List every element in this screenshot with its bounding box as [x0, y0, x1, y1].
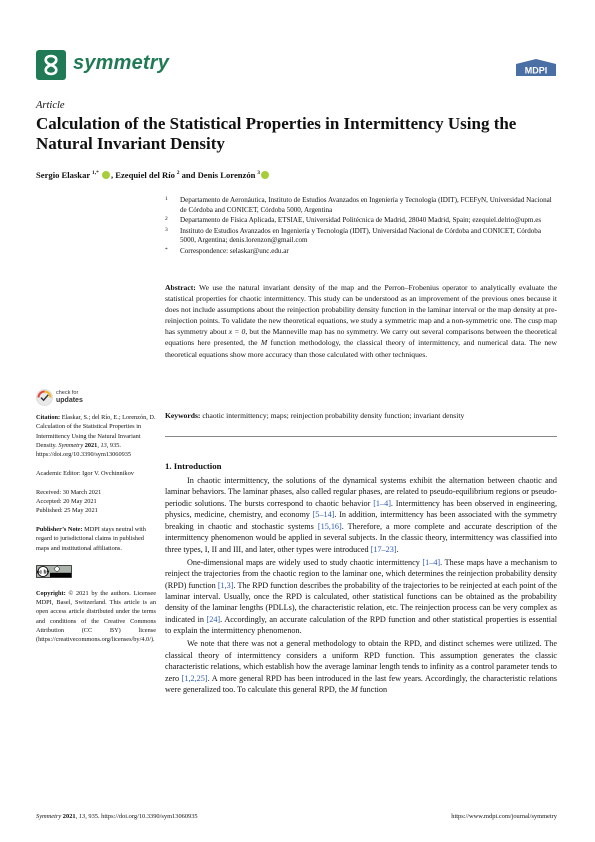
- paragraph-text: . Intermittency has been observed in engineering, physics, medicine, chemistry, and economy: [165, 498, 557, 520]
- correspondence-text[interactable]: Correspondence: selaskar@unc.edu.ar: [180, 246, 289, 255]
- citation-label: Citation:: [36, 414, 61, 421]
- accepted-date: Accepted: 20 May 2021: [36, 498, 97, 506]
- keywords-label: Keywords:: [165, 411, 201, 420]
- publisher-logo-icon: [514, 58, 558, 78]
- abstract-text: , but the Manneville map has no symmetry. We carry out several comparisons between the theoretical equations here presented, the: [165, 327, 557, 348]
- author-separator: and: [179, 170, 198, 180]
- citation-doi[interactable]: , 935. https://doi.org/10.3390/sym13060935: [36, 441, 132, 459]
- publisher-note-label: Publisher’s Note:: [36, 526, 83, 534]
- cc-by-license-icon[interactable]: [36, 565, 72, 578]
- author-separator: ,: [110, 170, 116, 180]
- keywords-text: chaotic intermittency; maps; reinjection probability density function; invariant density: [200, 411, 465, 420]
- footer-journal-url[interactable]: https://www.mdpi.com/journal/symmetry: [451, 813, 557, 820]
- copyright-text: © 2021 by the authors. Licensee MDPI, Basel, Switzerland. This article is an open access article distributed under the terms and conditions of the Creative Commons Attribution (CC BY) license (https://creativecommons.org/licenses/by/4.0/).: [36, 589, 156, 644]
- publisher-note: [36, 525, 156, 553]
- citation-reference-link[interactable]: [1–4]: [422, 557, 441, 567]
- footer-citation: [36, 813, 198, 820]
- publisher-name: MDPI: [524, 65, 548, 76]
- paragraph-text: . Accordingly, an accurate calculation of the RPD function and other statistical properties is essential to explain the intermittency phenomenon.: [165, 614, 557, 636]
- copyright-block: [36, 589, 156, 645]
- affiliation-number: 3: [165, 226, 168, 233]
- citation-text: Elaskar, S.; del Río, E.; Lorenzón, D. Calculation of the Statistical Properties in Intermittency Using the Natural Invariant Density.: [36, 414, 156, 449]
- affiliation-item: [165, 247, 557, 257]
- check-updates-icon: [36, 389, 53, 406]
- footer-doi[interactable]: , 935. https://doi.org/10.3390/sym13060935: [85, 813, 198, 820]
- cc-badge-text: cc by: [36, 568, 50, 575]
- author-affiliation-sup: 2: [176, 170, 180, 177]
- affiliation-text: Departamento de Aeronáutica, Instituto de Estudios Avanzados en Ingeniería y Tecnología (IDIT), FCEFyN, Universidad Nacional de Córdoba and CONICET, Córdoba 5000, Argentina: [180, 196, 552, 214]
- citation-reference-link[interactable]: [1–4]: [373, 498, 391, 508]
- paragraph: [165, 475, 557, 555]
- keywords: [165, 410, 557, 421]
- paragraph-text: . Therefore, a more complete and accurate description of the intermittency phenomenon would be applied in several subjects. In the classic theory, intermittency was classified into three types, I, II and III, and later, other types were introduced: [165, 521, 557, 554]
- inline-math: M: [350, 685, 358, 695]
- section-heading: 1. Introduction: [165, 461, 222, 471]
- paragraph-text: . These maps have a mechanism to reinject the trajectories from the chaotic region to the laminar one, which determines the reinjection probability density (RPD) function: [165, 557, 558, 590]
- paragraph-text: function: [357, 685, 388, 695]
- author-name[interactable]: Sergio Elaskar: [36, 170, 91, 180]
- editor-block: [36, 469, 156, 478]
- abstract-text: function methodology, the classical theory of intermittency, and numerical data. The new theoretical equations show more accuracy than those calculated with other techniques.: [165, 338, 557, 359]
- citation-reference-link[interactable]: [1,3]: [217, 580, 234, 590]
- abstract-text: We use the natural invariant density of the map and the Perron–Frobenius operator to analytically evaluate the statistical properties for chaotic intermittency. This study can be understood as an improvement of the previous ones because it does not include assumptions about the reinjection probability density function in the laminar interval or the map density at pre-reinjection points. To validate the new theoretical equations, we study a symmetric map and a non-symmetric one. The cusp map has symmetry about: [165, 283, 557, 337]
- affiliation-text: Instituto de Estudios Avanzados en Ingeniería y Tecnología (IDIT), Universidad Nacional de Córdoba and CONICET, Córdoba 5000, Argentina; denis.lorenzon@gmail.com: [180, 226, 541, 245]
- citation-reference-link[interactable]: [24]: [206, 614, 221, 624]
- footer-volume: , 13: [75, 813, 86, 820]
- citation-year: 2021: [83, 441, 98, 449]
- paragraph-text: In chaotic intermittency, the solutions of the dynamical systems exhibit the alternation between chaotic and laminar behaviors. The laminar phases, also called regular phases, are related to pseudo-equilibrium regions or pseudo-periodic solutions. The bursts correspond to chaotic behavior: [165, 476, 557, 508]
- check-updates-label: updates: [56, 397, 83, 404]
- paragraph-text: . A more general RPD has been introduced in the last few years. Accordingly, the characteristic relations were generalized too. To calculate this general RPD, the: [165, 673, 557, 695]
- section-divider: [165, 436, 557, 437]
- sidebar: [36, 413, 156, 654]
- footer-journal: Symmetry: [36, 813, 62, 820]
- copyright-label: Copyright:: [36, 589, 66, 597]
- author-name[interactable]: Ezequiel del Río: [115, 170, 175, 180]
- affiliation-item: [165, 216, 557, 226]
- affiliation-text: Departamento de Física Aplicada, ETSIAE, Universidad Politécnica de Madrid, 28040 Madrid, Spain; ezequiel.delrio@upm.es: [180, 216, 542, 225]
- publisher-note-text: MDPI stays neutral with regard to jurisdictional claims in published maps and institutional affiliations.: [36, 526, 146, 552]
- published-date: Published: 25 May 2021: [36, 507, 98, 515]
- citation-reference-link[interactable]: [17–23]: [370, 544, 397, 554]
- affiliations: [165, 196, 557, 258]
- dates-block: [36, 488, 156, 516]
- citation-reference-link[interactable]: [1,2,25]: [181, 673, 208, 683]
- abstract: [165, 282, 557, 360]
- footer-year: 2021: [61, 813, 76, 820]
- affiliation-number: *: [165, 246, 168, 253]
- abstract-label: Abstract:: [165, 283, 196, 292]
- abstract-math: x = 0: [228, 327, 246, 337]
- paragraph-text: .: [396, 544, 399, 554]
- citation-reference-link[interactable]: [15,16]: [317, 521, 342, 531]
- author-list: [36, 170, 556, 180]
- citation-journal: Symmetry: [58, 441, 84, 449]
- citation-block: [36, 413, 156, 459]
- author-affiliation-sup: 1,*: [91, 170, 99, 177]
- paragraph-text: . The RPD function describes the probability of the trajectories to be reinjected at each point of the laminar interval. Usually, once the RPD is calculated, other statistical functions can be obtained as the probability density of the laminar lengths (PDLLs), the characteristic relation, etc. The reinjection process can be very complex as indicated in: [165, 580, 557, 624]
- citation-volume: , 13: [97, 441, 107, 449]
- paragraph-text: . In addition, intermittency has been associated with the symmetry breaking in chaotic and stochastic systems: [165, 510, 557, 531]
- affiliation-number: 1: [165, 196, 168, 202]
- orcid-icon[interactable]: [261, 171, 269, 179]
- body-text: [165, 475, 557, 697]
- check-for-updates-button[interactable]: [36, 388, 126, 408]
- article-type: Article: [36, 100, 65, 111]
- journal-name: symmetry: [73, 52, 170, 74]
- received-date: Received: 30 March 2021: [36, 488, 102, 496]
- academic-editor: Academic Editor: Igor V. Ovchinnikov: [36, 469, 134, 477]
- check-updates-label: check for: [56, 390, 79, 396]
- article-title: Calculation of the Statistical Properties in Intermittency Using the Natural Invariant Density: [36, 114, 517, 153]
- paragraph-text: One-dimensional maps are widely used to study chaotic intermittency: [187, 557, 423, 567]
- abstract-math: M: [260, 338, 268, 348]
- paragraph: [165, 557, 557, 637]
- author-name[interactable]: Denis Lorenzón: [197, 170, 256, 180]
- affiliation-number: 2: [165, 216, 168, 223]
- author-affiliation-sup: 3: [257, 170, 260, 177]
- journal-logo-icon: [36, 50, 66, 80]
- affiliation-item: [165, 227, 557, 246]
- affiliation-item: [165, 196, 557, 215]
- paragraph: [165, 638, 557, 695]
- paragraph-text: We note that there was not a general methodology to obtain the RPD, and distinct schemes were utilized. The classical theory of intermittency considers a uniform RPD function. This assumption generates the classic characteristic relations, which establish how the average laminar length tends to infinity as a control parameter tends to zero: [165, 639, 557, 683]
- citation-reference-link[interactable]: [5–14]: [312, 510, 335, 520]
- orcid-icon[interactable]: [102, 171, 110, 179]
